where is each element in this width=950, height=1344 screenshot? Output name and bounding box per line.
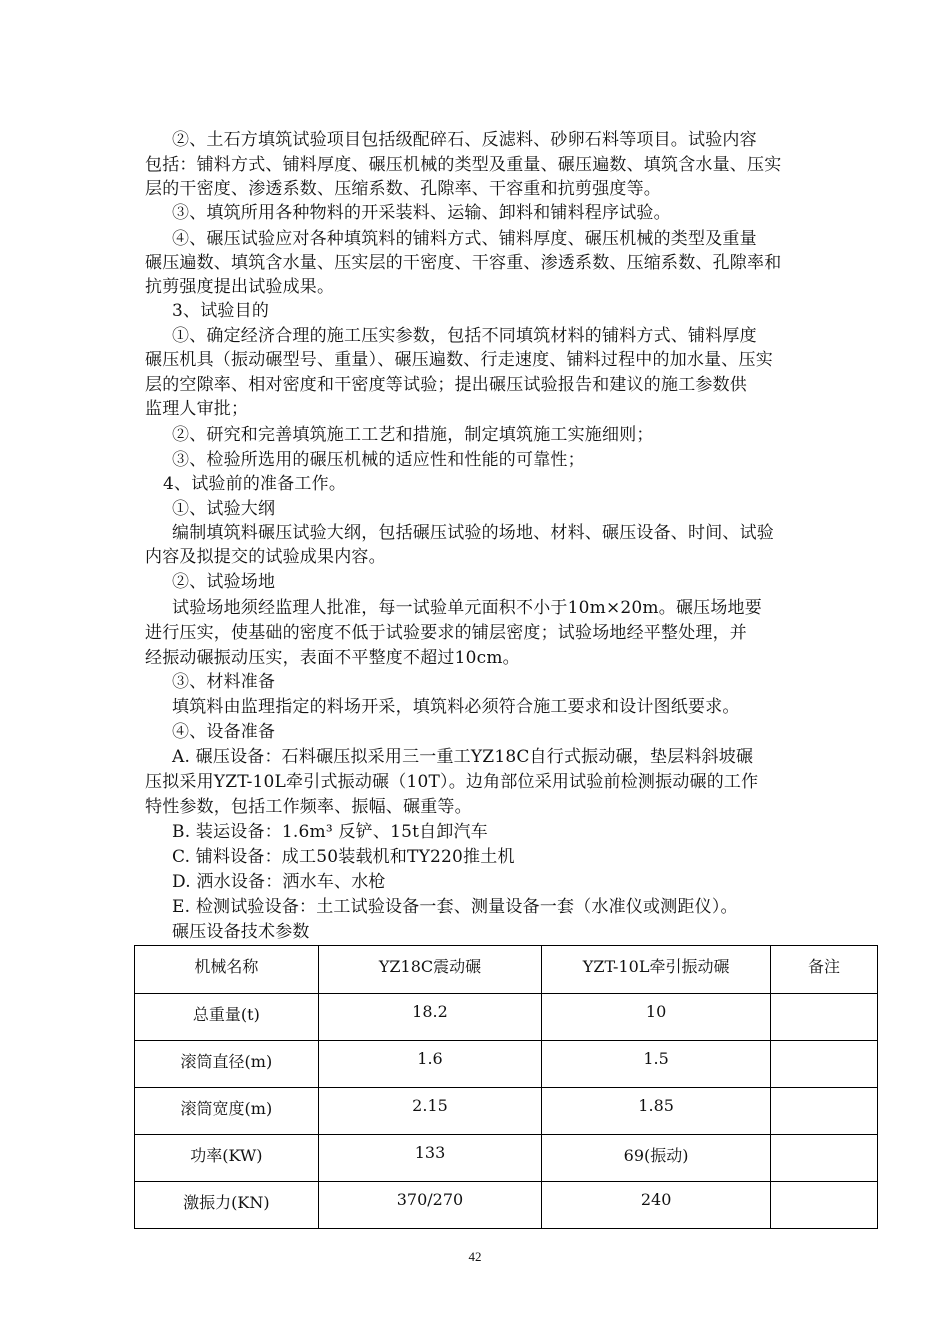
paragraph-line: C. 铺料设备：成工50装载机和TY220推土机 <box>172 847 515 867</box>
table-row <box>135 1182 878 1229</box>
paragraph-line: B. 装运设备：1.6m³ 反铲、15t自卸汽车 <box>172 822 488 842</box>
table-cell: 10 <box>542 994 771 1041</box>
paragraph-line: 内容及拟提交的试验成果内容。 <box>145 547 386 567</box>
table-caption: 碾压设备技术参数 <box>172 922 310 942</box>
paragraph-line: 碾压机具（振动碾型号、重量）、碾压遍数、行走速度、铺料过程中的加水量、压实 <box>145 350 773 370</box>
table-cell: 滚筒宽度(m) <box>135 1088 319 1135</box>
table-cell: 69(振动) <box>542 1135 771 1182</box>
table-cell: 2.15 <box>318 1088 541 1135</box>
paragraph-line: 抗剪强度提出试验成果。 <box>145 277 335 297</box>
paragraph-line: ③、填筑所用各种物料的开采装料、运输、卸料和铺料程序试验。 <box>172 203 671 223</box>
paragraph-line: 监理人审批； <box>145 399 249 419</box>
paragraph-line: ②、研究和完善填筑施工工艺和措施，制定填筑施工实施细则； <box>172 425 654 445</box>
paragraph-line: 特性参数，包括工作频率、振幅、碾重等。 <box>145 797 472 817</box>
paragraph-line: 试验场地须经监理人批准，每一试验单元面积不小于10m×20m。碾压场地要 <box>172 598 762 618</box>
page-number: 42 <box>468 1249 482 1264</box>
paragraph-line: 包括：铺料方式、铺料厚度、碾压机械的类型及重量、碾压遍数、填筑含水量、压实 <box>145 155 782 175</box>
section-heading: 3、试验目的 <box>172 301 270 321</box>
paragraph-line: A. 碾压设备：石料碾压拟采用三一重工YZ18C自行式振动碾，垫层料斜坡碾 <box>172 747 754 767</box>
paragraph-line: D. 洒水设备：洒水车、水枪 <box>172 872 386 892</box>
table-cell: 1.85 <box>542 1088 771 1135</box>
table-header-cell: YZT-10L牵引振动碾 <box>542 946 771 994</box>
paragraph-line: ③、检验所选用的碾压机械的适应性和性能的可靠性； <box>172 450 585 470</box>
table-header-row <box>135 946 878 994</box>
subsection-heading: ②、试验场地 <box>172 572 276 592</box>
paragraph-line: ①、确定经济合理的施工压实参数，包括不同填筑材料的铺料方式、铺料厚度 <box>172 326 757 346</box>
paragraph-line: 进行压实，使基础的密度不低于试验要求的铺层密度；试验场地经平整处理，并 <box>145 623 747 643</box>
table-header-cell: 备注 <box>771 946 878 994</box>
table-header-cell: YZ18C震动碾 <box>318 946 541 994</box>
table-header-cell: 机械名称 <box>135 946 319 994</box>
table-cell: 激振力(KN) <box>135 1182 319 1229</box>
paragraph-line: 压拟采用YZT-10L牵引式振动碾（10T）。边角部位采用试验前检测振动碾的工作 <box>145 772 759 792</box>
table-cell: 滚筒直径(m) <box>135 1041 319 1088</box>
paragraph-line: 层的空隙率、相对密度和干密度等试验；提出碾压试验报告和建议的施工参数供 <box>145 375 747 395</box>
table-row <box>135 1135 878 1182</box>
table-row <box>135 1088 878 1135</box>
table-row <box>135 994 878 1041</box>
table-cell: 功率(KW) <box>135 1135 319 1182</box>
paragraph-line: ④、碾压试验应对各种填筑料的铺料方式、铺料厚度、碾压机械的类型及重量 <box>172 229 757 249</box>
table-row <box>135 1041 878 1088</box>
table-cell: 18.2 <box>318 994 541 1041</box>
table-cell <box>771 1135 878 1182</box>
table-cell: 总重量(t) <box>135 994 319 1041</box>
paragraph-line: 编制填筑料碾压试验大纲，包括碾压试验的场地、材料、碾压设备、时间、试验 <box>172 523 774 543</box>
subsection-heading: ④、设备准备 <box>172 722 276 742</box>
equipment-parameters-table <box>134 945 878 1229</box>
paragraph-line: E. 检测试验设备：土工试验设备一套、测量设备一套（水准仪或测距仪）。 <box>172 897 738 917</box>
table-cell: 1.5 <box>542 1041 771 1088</box>
table-cell <box>771 994 878 1041</box>
paragraph-line: 层的干密度、渗透系数、压缩系数、孔隙率、干容重和抗剪强度等。 <box>145 179 661 199</box>
section-heading: 4、试验前的准备工作。 <box>163 474 347 494</box>
table-cell <box>771 1088 878 1135</box>
table-cell <box>771 1182 878 1229</box>
paragraph-line: 经振动碾振动压实，表面不平整度不超过10cm。 <box>145 648 520 668</box>
table-cell: 240 <box>542 1182 771 1229</box>
paragraph-line: ②、土石方填筑试验项目包括级配碎石、反滤料、砂卵石料等项目。试验内容 <box>172 130 757 150</box>
table-cell: 133 <box>318 1135 541 1182</box>
table-cell: 370/270 <box>318 1182 541 1229</box>
paragraph-line: 填筑料由监理指定的料场开采，填筑料必须符合施工要求和设计图纸要求。 <box>172 697 740 717</box>
subsection-heading: ③、材料准备 <box>172 672 276 692</box>
paragraph-line: 碾压遍数、填筑含水量、压实层的干密度、干容重、渗透系数、压缩系数、孔隙率和 <box>145 253 782 273</box>
subsection-heading: ①、试验大纲 <box>172 499 276 519</box>
table-cell <box>771 1041 878 1088</box>
table-cell: 1.6 <box>318 1041 541 1088</box>
